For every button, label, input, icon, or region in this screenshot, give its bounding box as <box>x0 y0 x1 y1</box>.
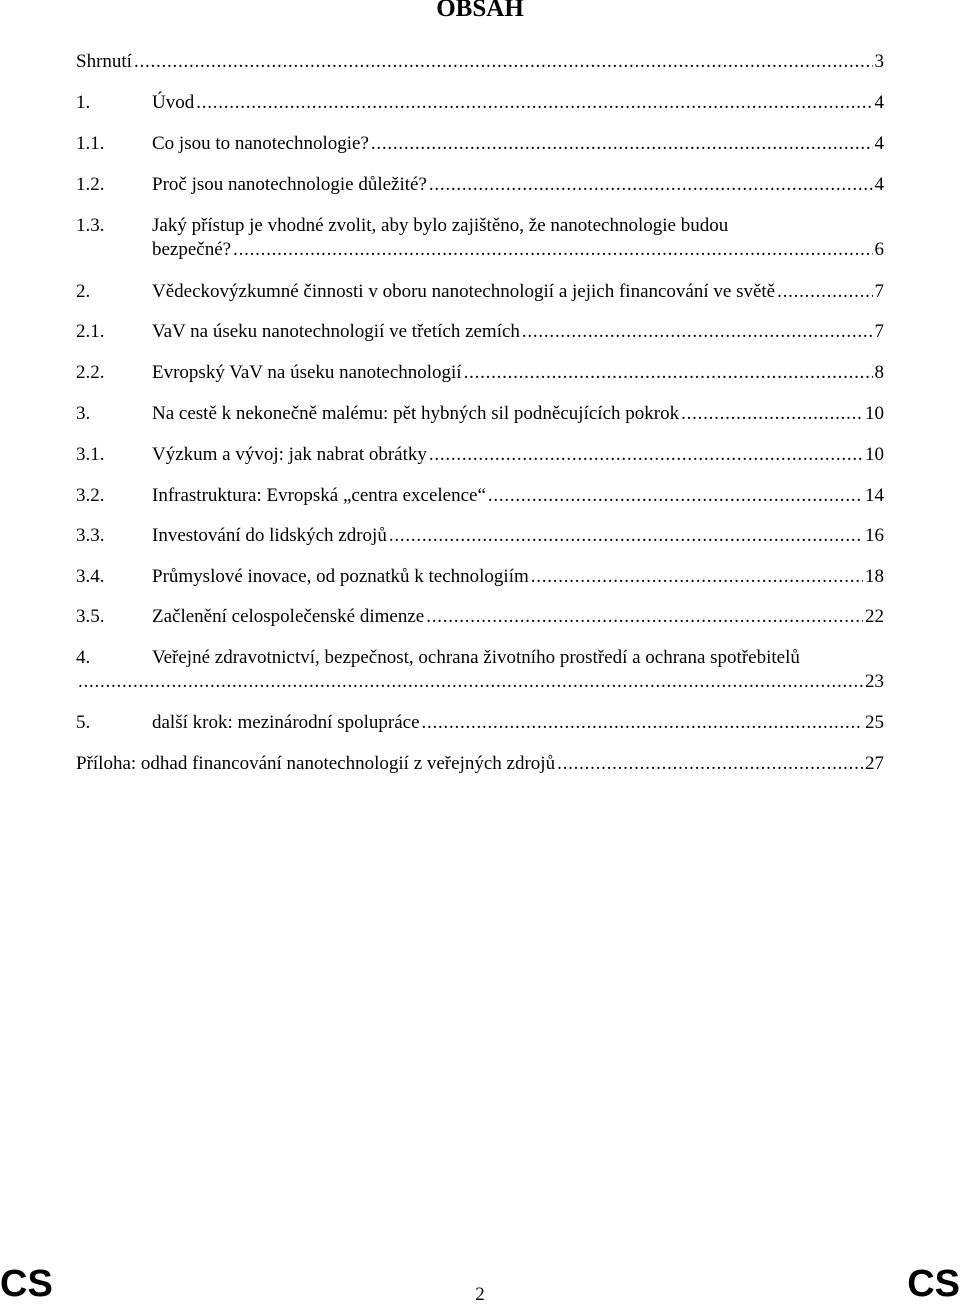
toc-entry-page: 27 <box>865 753 884 774</box>
toc-entry-page: 4 <box>874 174 884 195</box>
toc-entry-text: Infrastruktura: Evropská „centra excelence“ <box>152 485 486 506</box>
toc-entry-text: Úvod <box>152 92 195 113</box>
toc-entry-appendix[interactable] <box>76 752 884 776</box>
dot-leader <box>233 238 872 262</box>
toc-entry-page: 10 <box>865 444 884 465</box>
toc-entry-3-2[interactable] <box>76 484 884 508</box>
dot-leader <box>389 524 863 548</box>
toc-entry-1-1[interactable] <box>76 132 884 156</box>
toc-entry-1[interactable] <box>76 91 884 115</box>
toc-entry-number: 1.2. <box>76 174 105 195</box>
dot-leader <box>522 320 873 344</box>
toc-entry-number: 3.2. <box>76 485 105 506</box>
toc-entry-2[interactable] <box>76 280 884 304</box>
toc-entry-page: 8 <box>874 362 884 383</box>
toc-entry-2-2[interactable] <box>76 361 884 385</box>
toc-entry-text: Investování do lidských zdrojů <box>152 525 387 546</box>
toc-entry-text: Průmyslové inovace, od poznatků k technologiím <box>152 566 529 587</box>
dot-leader <box>196 91 872 115</box>
toc-entry-4[interactable] <box>76 646 884 694</box>
toc-entry-2-1[interactable] <box>76 320 884 344</box>
dot-leader <box>422 711 863 735</box>
toc-entry-5[interactable] <box>76 711 884 735</box>
toc-entry-page: 25 <box>865 712 884 733</box>
toc-entry-number: 3. <box>76 403 91 424</box>
toc-entry-summary[interactable] <box>76 50 884 74</box>
toc-entry-text: Na cestě k nekonečně malému: pět hybných sil podněcujících pokrok <box>152 403 680 424</box>
toc-entry-number: 1. <box>76 92 91 113</box>
toc-entry-number: 3.5. <box>76 606 105 627</box>
dot-leader <box>464 361 873 385</box>
toc-entry-page: 18 <box>865 566 884 587</box>
toc-entry-page: 10 <box>865 403 884 424</box>
toc-entry-number: 1.1. <box>76 133 105 154</box>
dot-leader <box>78 670 863 694</box>
dot-leader <box>681 402 863 426</box>
toc-entry-3-5[interactable] <box>76 605 884 629</box>
toc-entry-text: Vědeckovýzkumné činnosti v oboru nanotechnologií a jejich financování ve světě <box>152 281 776 302</box>
dot-leader <box>488 484 863 508</box>
dot-leader <box>531 565 863 589</box>
toc-entry-page: 7 <box>874 281 884 302</box>
toc-entry-page: 6 <box>874 239 884 260</box>
toc-entry-text-continued: bezpečné? <box>152 239 232 260</box>
toc-entry-number: 3.4. <box>76 566 105 587</box>
dot-leader <box>426 605 863 629</box>
toc-entry-3-4[interactable] <box>76 565 884 589</box>
dot-leader <box>371 132 873 156</box>
toc-entry-page: 16 <box>865 525 884 546</box>
footer-language-code-left: CS <box>0 1263 53 1305</box>
toc-entry-number: 5. <box>76 712 91 733</box>
toc-entry-text: Evropský VaV na úseku nanotechnologií <box>152 362 462 383</box>
toc-entry-number: 3.1. <box>76 444 105 465</box>
toc-entry-number: 2. <box>76 281 91 302</box>
toc-entry-number: 4. <box>76 647 91 668</box>
toc-entry-text: Veřejné zdravotnictví, bezpečnost, ochrana životního prostředí a ochrana spotřebitelů <box>152 647 800 668</box>
toc-entry-page: 14 <box>865 485 884 506</box>
toc-entry-1-2[interactable] <box>76 173 884 197</box>
toc-entry-number: 3.3. <box>76 525 105 546</box>
toc-entry-text: Jaký přístup je vhodné zvolit, aby bylo zajištěno, že nanotechnologie budou <box>152 215 729 236</box>
toc-entry-3-3[interactable] <box>76 524 884 548</box>
toc-entry-number: 2.1. <box>76 321 105 342</box>
toc-entry-page: 23 <box>865 671 884 692</box>
footer-language-code-right: CS <box>907 1263 960 1305</box>
toc-entry-text: Příloha: odhad financování nanotechnologií z veřejných zdrojů <box>76 753 556 774</box>
dot-leader <box>429 443 863 467</box>
toc-entry-text: Shrnutí <box>76 51 132 72</box>
toc-entry-page: 4 <box>874 133 884 154</box>
toc-entry-text: Začlenění celospolečenské dimenze <box>152 606 425 627</box>
toc-entry-number: 2.2. <box>76 362 105 383</box>
toc-entry-1-3[interactable] <box>76 214 884 262</box>
toc-entry-page: 22 <box>865 606 884 627</box>
toc-entry-3-1[interactable] <box>76 443 884 467</box>
toc-entry-text: Co jsou to nanotechnologie? <box>152 133 369 154</box>
toc-entry-3[interactable] <box>76 402 884 426</box>
page-title: OBSAH <box>436 0 524 22</box>
toc-entry-text: Výzkum a vývoj: jak nabrat obrátky <box>152 444 427 465</box>
toc-entry-text: další krok: mezinárodní spolupráce <box>152 712 420 733</box>
toc-entry-page: 4 <box>874 92 884 113</box>
dot-leader <box>429 173 873 197</box>
toc-entry-text: Proč jsou nanotechnologie důležité? <box>152 174 427 195</box>
dot-leader <box>777 280 872 304</box>
dot-leader <box>557 752 863 776</box>
toc-entry-text: VaV na úseku nanotechnologií ve třetích zemích <box>152 321 520 342</box>
toc-entry-page: 3 <box>874 51 884 72</box>
toc-entry-number: 1.3. <box>76 215 105 236</box>
dot-leader <box>134 50 873 74</box>
toc-entry-page: 7 <box>874 321 884 342</box>
footer-page-number: 2 <box>475 1284 485 1305</box>
